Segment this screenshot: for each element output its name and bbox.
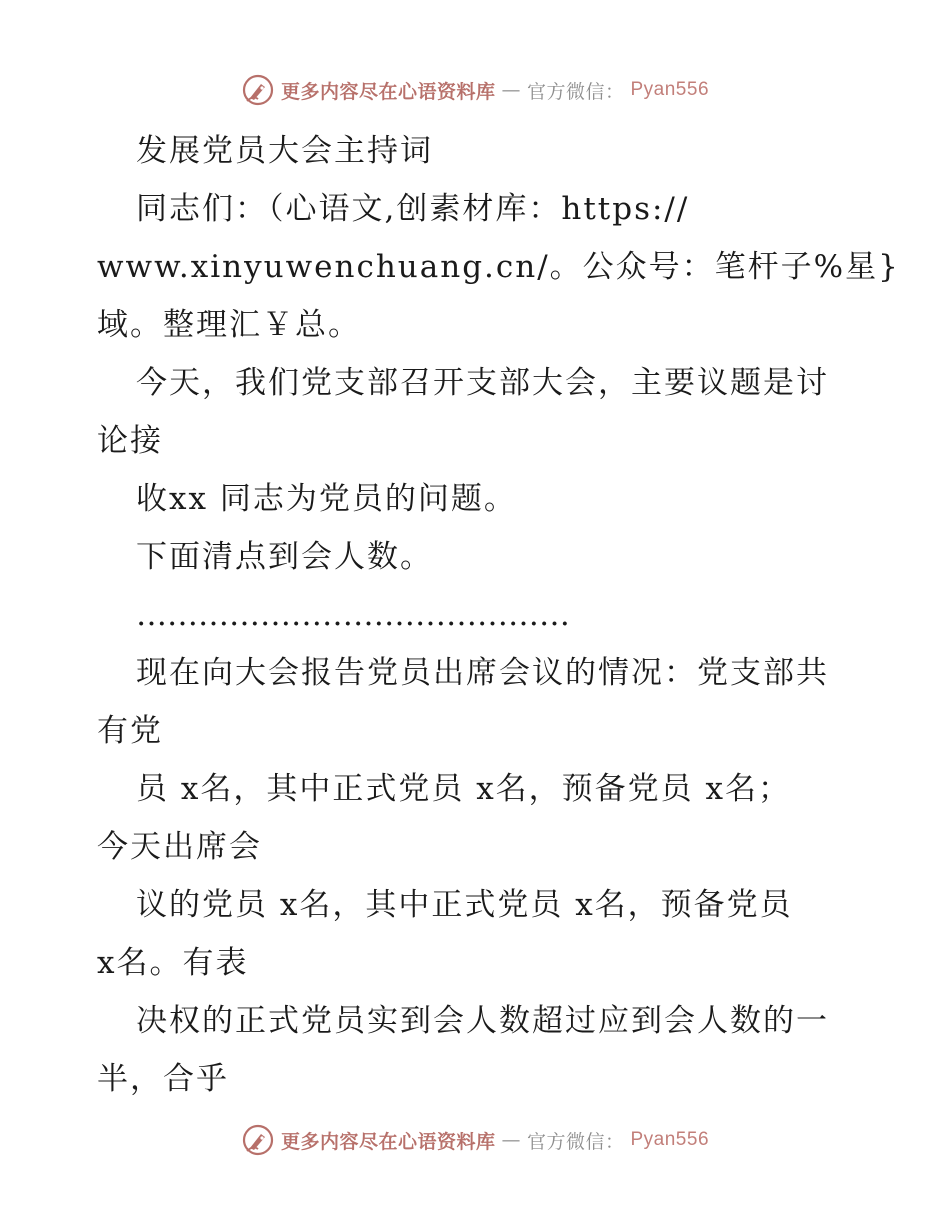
paragraph-line: 论接 (97, 423, 163, 459)
paragraph-line: 今天出席会 (97, 829, 262, 865)
banner-wechat-id: Pyan556 (630, 79, 710, 100)
banner-wechat-id: Pyan556 (630, 1129, 710, 1150)
paragraph-line: 今天，我们党支部召开支部大会，主要议题是讨 (136, 365, 829, 401)
paragraph-line: 现在向大会报告党员出席会议的情况：党支部共 (136, 655, 829, 691)
pen-nib-icon (241, 1123, 275, 1157)
paragraph-line: x名。有表 (97, 945, 249, 981)
paragraph-line: 收xx 同志为党员的问题。 (136, 481, 517, 517)
paragraph-line: 下面清点到会人数。 (136, 539, 433, 575)
paragraph-line: 半，合乎 (97, 1061, 229, 1097)
banner-site-name: 更多内容尽在心语资料库 (280, 1130, 496, 1153)
banner-wechat-label: 官方微信： (526, 80, 625, 103)
paragraph-line: 议的党员 x名，其中正式党员 x名，预备党员 (136, 887, 793, 923)
banner-site-name: 更多内容尽在心语资料库 (280, 80, 496, 103)
ellipsis-divider: …………………………………… (136, 597, 570, 633)
paragraph-line: 有党 (97, 713, 163, 749)
pen-nib-icon (241, 73, 275, 107)
banner-separator: — (501, 79, 521, 101)
paragraph-line: 同志们：（心语文,创素材库：https:// (136, 191, 690, 227)
footer-banner (0, 1120, 950, 1160)
document-body (97, 122, 900, 1108)
header-banner (0, 70, 950, 110)
paragraph-line: 员 x名，其中正式党员 x名，预备党员 x名； (136, 771, 792, 807)
paragraph-line: 域。整理汇￥总。 (97, 307, 361, 343)
banner-separator: — (501, 1129, 521, 1151)
paragraph-line: 决权的正式党员实到会人数超过应到会人数的一 (136, 1003, 829, 1039)
document-title: 发展党员大会主持词 (136, 133, 433, 169)
banner-wechat-label: 官方微信： (526, 1130, 625, 1153)
paragraph-line: www.xinyuwenchuang.cn/。公众号：笔杆子%星} (97, 249, 900, 285)
